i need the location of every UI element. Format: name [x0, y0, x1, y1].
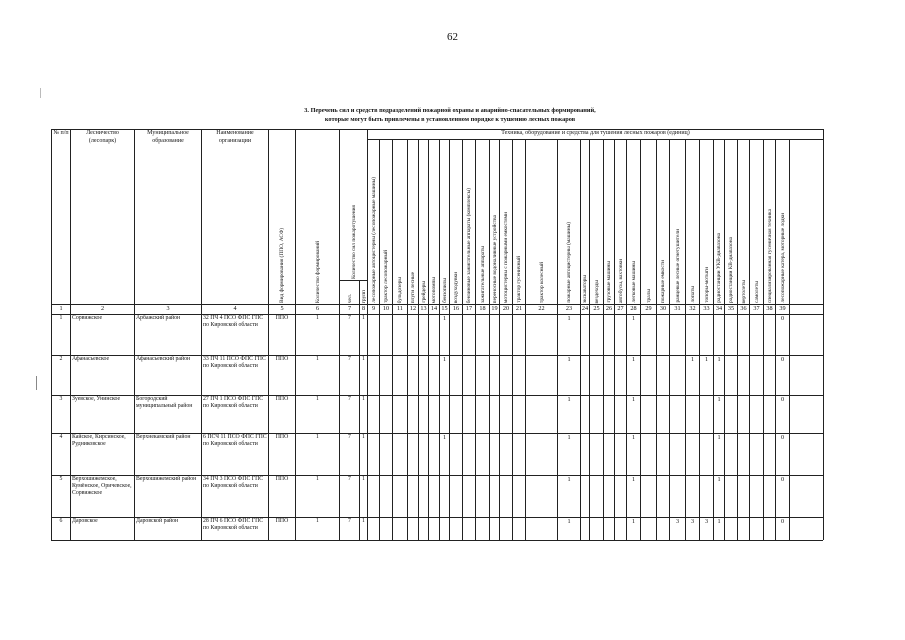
- header-equipment-17: [591, 140, 602, 303]
- column-line: [512, 139, 513, 540]
- row-6-equipment-value: 3: [690, 518, 695, 525]
- row-5-num: 5: [59, 476, 63, 482]
- column-number: 11: [397, 305, 403, 313]
- header-equipment-9-text: бензиновые зажигательные аппараты (комплексы): [466, 187, 472, 303]
- row-3-type: ППО: [275, 396, 289, 402]
- header-equipment-12: [501, 140, 511, 303]
- column-number: 26: [605, 305, 613, 313]
- column-number: 23: [565, 305, 573, 313]
- column-line: [134, 129, 135, 540]
- column-number: 28: [630, 305, 637, 313]
- header-equipment-20: [628, 140, 639, 303]
- column-line: [407, 139, 408, 540]
- row-5-people: 7: [348, 476, 351, 482]
- header-equipment-11-text: переносные водоналивные устройства: [491, 214, 498, 303]
- header-equipment-3-text: бульдозеры: [397, 276, 403, 303]
- header-equipment-6: [430, 140, 438, 303]
- row-4-type: ППО: [275, 434, 289, 440]
- row-5-equipment-value: 1: [631, 476, 636, 483]
- column-line: [268, 129, 269, 540]
- page-number: 62: [447, 31, 458, 43]
- forces-table: [51, 129, 823, 540]
- column-number: 33: [703, 305, 710, 313]
- row-5-equipment-value: 1: [567, 476, 571, 483]
- header-equipment-1: [369, 140, 378, 303]
- row-2-formations: 1: [316, 356, 319, 362]
- column-number: 15: [441, 305, 448, 313]
- row-3-forestry: Зуевское, Унинское: [72, 396, 121, 402]
- row-5-equipment-value: 0: [780, 476, 785, 483]
- column-line: [614, 139, 615, 540]
- column-number: 34: [715, 305, 723, 313]
- column-line: [392, 139, 393, 540]
- header-equipment-14: [527, 140, 556, 303]
- column-number: 14: [430, 305, 438, 313]
- column-line: [775, 139, 776, 540]
- row-4-equipment-value: 1: [442, 434, 447, 441]
- header-equipment-19-text: автобусы, вахтовки: [617, 258, 624, 303]
- header-organization: Наименование организации: [216, 130, 254, 144]
- row-3-equipment-value: 0: [780, 396, 785, 403]
- column-line: [428, 139, 429, 540]
- column-line: [557, 139, 558, 540]
- document-title: [190, 106, 710, 124]
- row-6-equipment-value: 1: [631, 518, 636, 525]
- column-number: 1: [59, 305, 63, 313]
- row-2-equipment-value: 1: [717, 356, 721, 363]
- header-equipment-2: [381, 140, 391, 303]
- row-1-num: 1: [59, 315, 63, 321]
- column-line: [525, 139, 526, 540]
- row-5-equipment-value: 1: [717, 476, 721, 483]
- row-2-equipment-value: 1: [631, 356, 636, 363]
- row-3-num: 3: [59, 396, 63, 402]
- column-number: 39: [779, 305, 786, 313]
- column-number: 7: [347, 305, 352, 313]
- column-line: [763, 139, 764, 540]
- column-line: [439, 139, 440, 540]
- row-5-municipality: Верхошижемский район: [136, 476, 197, 482]
- header-people-sub-1: [341, 281, 358, 303]
- header-equipment-20-text: легковые машины: [630, 261, 637, 303]
- header-equipment-group: Техника, оборудование и средства для тушения лесных пожаров (единиц): [501, 130, 690, 136]
- row-5-organization: 34 ПЧ 3 ПСО ФПС ГПС по Кировской области: [203, 476, 264, 490]
- header-equipment-18: [605, 140, 613, 303]
- row-4-formations: 1: [316, 434, 319, 440]
- header-formation-type-text: Вид формирования (ППО, АСФ): [279, 228, 285, 303]
- header-equipment-11: [491, 140, 498, 303]
- header-equipment-22-text: пожарные емкости: [660, 259, 666, 303]
- header-equipment-31: [777, 140, 788, 303]
- header-equipment-22: [658, 140, 668, 303]
- header-equipment-7-text: бензопилы: [441, 278, 448, 303]
- column-line: [201, 129, 202, 540]
- column-line: [749, 139, 750, 540]
- header-municipality: Муниципальное образование: [147, 130, 189, 144]
- column-line: [489, 139, 490, 540]
- header-equipment-27: [726, 140, 736, 303]
- header-equipment-10-text: зажигательные аппараты: [479, 245, 486, 303]
- header-equipment-26: [715, 140, 723, 303]
- column-line: [656, 139, 657, 540]
- column-line: [70, 129, 71, 540]
- header-equipment-25: [701, 140, 712, 303]
- column-number: 6: [315, 305, 320, 313]
- row-3-equipment-value: 1: [567, 396, 571, 403]
- header-equipment-16-text: экскаваторы: [582, 274, 588, 303]
- row-1-type: ППО: [275, 315, 289, 321]
- header-equipment-23-text: ранцевые лесные огнетушители: [674, 229, 681, 303]
- column-number: 2: [100, 305, 105, 313]
- column-number: 25: [593, 305, 600, 313]
- column-line: [669, 139, 670, 540]
- row-2-equipment-value: 1: [704, 356, 709, 363]
- header-equipment-15-text: пожарные автоцистерны (машины): [566, 222, 572, 303]
- column-number: 17: [465, 305, 473, 313]
- header-equipment-10: [477, 140, 488, 303]
- header-equipment-24: [687, 140, 698, 303]
- header-people-count-text: Количество сил пожаротушения: [350, 204, 357, 279]
- column-number: 8: [361, 305, 366, 313]
- row-1-municipality: Арбажский район: [136, 315, 181, 321]
- header-people-sub-1-text: чел.: [346, 293, 353, 303]
- row-1-equipment-value: 1: [631, 315, 636, 322]
- row-3-formations: 1: [316, 396, 319, 402]
- header-equipment-6-text: мотопомпы: [431, 276, 437, 303]
- column-line: [580, 139, 581, 540]
- header-equipment-4: [409, 140, 417, 303]
- row-6-formations: 1: [316, 518, 319, 524]
- column-line: [359, 280, 360, 540]
- header-equipment-24-text: лопаты: [689, 286, 696, 303]
- row-4-groups: 1: [362, 434, 365, 440]
- row-6-equipment-value: 3: [675, 518, 680, 525]
- row-1-equipment-value: 1: [567, 315, 571, 322]
- row-6-num: 6: [59, 518, 63, 524]
- column-number: 10: [382, 305, 390, 313]
- header-num: № п/п: [53, 130, 69, 136]
- column-line: [640, 139, 641, 540]
- column-line: [51, 129, 52, 540]
- scan-mark: [40, 88, 41, 98]
- row-2-num: 2: [59, 356, 63, 362]
- column-line: [626, 139, 627, 540]
- column-number: 27: [617, 305, 624, 313]
- row-2-people: 7: [348, 356, 351, 362]
- column-line: [589, 139, 590, 540]
- header-equipment-7: [441, 140, 448, 303]
- header-equipment-4-text: плуги лесные: [410, 271, 416, 303]
- header-equipment-1-text: лесопожарные автоцистерны (лесопожарные машины): [370, 177, 377, 303]
- scan-mark: [36, 376, 37, 390]
- header-equipment-21-text: тралы: [645, 289, 652, 303]
- column-number: 22: [538, 305, 545, 313]
- column-number: 24: [581, 305, 589, 313]
- column-number: 20: [502, 305, 510, 313]
- header-equipment-5: [420, 140, 427, 303]
- row-4-organization: 6 ПСЧ 11 ПСО ФПС ГПС по Кировской области: [203, 434, 267, 448]
- column-number: 9: [371, 305, 376, 313]
- row-3-equipment-value: 1: [717, 396, 721, 403]
- row-2-municipality: Афанасьевский район: [136, 356, 191, 362]
- header-equipment-31-text: лесопожарные катера, моторные лодки: [779, 213, 786, 303]
- header-formations-count-text: Количество формирований: [314, 240, 321, 303]
- column-line: [737, 139, 738, 540]
- row-1-formations: 1: [316, 315, 319, 321]
- row-3-people: 7: [348, 396, 351, 402]
- header-equipment-8-text: воздуходувки: [453, 271, 459, 303]
- header-equipment-18-text: грузовые машины: [606, 261, 612, 303]
- row-3-municipality: Богородский муниципальный район: [136, 396, 193, 410]
- column-number: 18: [479, 305, 486, 313]
- column-line: [499, 139, 500, 540]
- header-equipment-25-text: топоры-мотыги: [703, 267, 710, 303]
- column-line: [699, 139, 700, 540]
- column-number: 38: [766, 305, 773, 313]
- column-number: 35: [727, 305, 735, 313]
- row-6-equipment-value: 1: [717, 518, 721, 525]
- header-forestry: Лесничество (лесопарк): [86, 130, 119, 144]
- column-number: 36: [740, 305, 747, 313]
- column-number: 13: [420, 305, 427, 313]
- table-bottom-border: [51, 540, 823, 541]
- row-4-equipment-value: 0: [780, 434, 785, 441]
- header-equipment-28-text: вертолеты: [740, 279, 747, 303]
- row-2-forestry: Афанасьевское: [72, 356, 110, 362]
- title-line-2: которые могут быть привлечены в установленном порядке к тушению лесных пожаров: [324, 116, 576, 123]
- header-formations-count: [297, 130, 338, 303]
- header-equipment-14-text: трактор колесный: [538, 261, 545, 303]
- header-equipment-2-text: трактор лесопожарный: [383, 249, 389, 303]
- row-6-municipality: Даровской район: [136, 518, 179, 524]
- row-2-equipment-value: 1: [690, 356, 695, 363]
- column-line: [449, 139, 450, 540]
- header-equipment-13: [514, 140, 524, 303]
- header-people-sub-2: [361, 281, 366, 303]
- row-4-equipment-value: 1: [631, 434, 636, 441]
- row-4-forestry: Кайское, Кирсинское, Рудниковское: [72, 434, 126, 448]
- header-equipment-15: [559, 140, 579, 303]
- column-number: 4: [233, 305, 237, 313]
- row-2-equipment-value: 1: [567, 356, 571, 363]
- header-equipment-23: [671, 140, 684, 303]
- row-6-type: ППО: [275, 518, 289, 524]
- row-6-equipment-value: 0: [780, 518, 785, 525]
- title-line-1: 3. Перечень сил и средств подразделений пожарной охраны и аварийно-спасательных формирований,: [304, 107, 596, 114]
- row-6-equipment-value: 3: [704, 518, 709, 525]
- row-2-groups: 1: [362, 356, 365, 362]
- row-1-groups: 1: [362, 315, 365, 321]
- row-2-type: ППО: [275, 356, 289, 362]
- column-number: 16: [452, 305, 460, 313]
- header-equipment-16: [582, 140, 588, 303]
- header-equipment-8: [451, 140, 461, 303]
- row-5-type: ППО: [275, 476, 289, 482]
- row-1-people: 7: [348, 315, 351, 321]
- header-equipment-29: [751, 140, 762, 303]
- column-line: [823, 129, 824, 540]
- row-3-equipment-value: 1: [631, 396, 636, 403]
- row-1-organization: 32 ПЧ 4 ПСО ФПС ГПС по Кировской области: [203, 315, 264, 329]
- row-4-people: 7: [348, 434, 351, 440]
- row-5-formations: 1: [316, 476, 319, 482]
- header-equipment-12-text: мотоцистерны с пожарными емкостями: [503, 211, 509, 303]
- column-number: 21: [515, 305, 523, 313]
- row-1-equipment-value: 0: [780, 315, 785, 322]
- row-1-equipment-value: 1: [442, 315, 447, 322]
- row-2-organization: 33 ПЧ 11 ПСО ФПС ГПС по Кировской области: [203, 356, 266, 370]
- header-equipment-30: [765, 140, 774, 303]
- row-5-groups: 1: [362, 476, 365, 482]
- header-equipment-9: [464, 140, 474, 303]
- row-4-num: 4: [59, 434, 63, 440]
- column-number: 32: [689, 305, 696, 313]
- column-line: [713, 139, 714, 540]
- row-4-municipality: Верхнекамский район: [136, 434, 191, 440]
- header-equipment-13-text: трактор гусеничный: [516, 256, 522, 303]
- header-people-sub-2-text: групп: [360, 289, 367, 303]
- row-1-forestry: Сорвижское: [72, 315, 103, 321]
- column-line: [724, 139, 725, 540]
- column-line: [295, 129, 296, 540]
- header-equipment-26-text: радиостанции УКВ-диапазона: [716, 233, 722, 303]
- column-number: 37: [753, 305, 760, 313]
- row-6-people: 7: [348, 518, 351, 524]
- row-5-forestry: Верхошижемское, Кумёнское, Оричевское, Сорвижское: [72, 476, 132, 497]
- header-equipment-28: [739, 140, 748, 303]
- column-number: 3: [166, 305, 170, 313]
- row-6-groups: 1: [362, 518, 365, 524]
- header-equipment-5-text: грейдеры: [420, 281, 427, 303]
- column-number: 12: [409, 305, 417, 313]
- header-equipment-3: [394, 140, 406, 303]
- column-number: 29: [645, 305, 652, 313]
- row-3-organization: 27 ПЧ 1 ПСО ФПС ГПС по Кировской области: [203, 396, 264, 410]
- header-equipment-19: [616, 140, 625, 303]
- row-6-forestry: Даровское: [72, 518, 98, 524]
- header-equipment-27-text: радиостанции КВ-диапазона: [728, 237, 734, 303]
- header-equipment-29-text: самолеты: [753, 281, 760, 303]
- column-line: [462, 139, 463, 540]
- header-equipment-21: [642, 140, 655, 303]
- column-number: 30: [659, 305, 667, 313]
- row-2-equipment-value: 0: [780, 356, 785, 363]
- column-number: 19: [491, 305, 498, 313]
- column-line: [685, 139, 686, 540]
- row-4-equipment-value: 1: [717, 434, 721, 441]
- header-equipment-30-text: специализированная гусеничная техника: [766, 208, 773, 303]
- header-equipment-17-text: вездеходы: [593, 279, 600, 303]
- header-people-count: [341, 130, 366, 279]
- column-line: [789, 139, 790, 540]
- row-6-equipment-value: 1: [567, 518, 571, 525]
- header-formation-type: [270, 130, 294, 303]
- column-line: [603, 139, 604, 540]
- row-2-equipment-value: 1: [442, 356, 447, 363]
- row-4-equipment-value: 1: [567, 434, 571, 441]
- column-line: [339, 129, 340, 540]
- column-number: 5: [280, 305, 284, 313]
- row-3-groups: 1: [362, 396, 365, 402]
- row-6-organization: 28 ПЧ 6 ПСО ФПС ГПС по Кировской области: [203, 518, 264, 532]
- column-number: 31: [674, 305, 681, 313]
- column-line: [367, 129, 368, 540]
- column-line: [418, 139, 419, 540]
- column-line: [379, 139, 380, 540]
- column-line: [475, 139, 476, 540]
